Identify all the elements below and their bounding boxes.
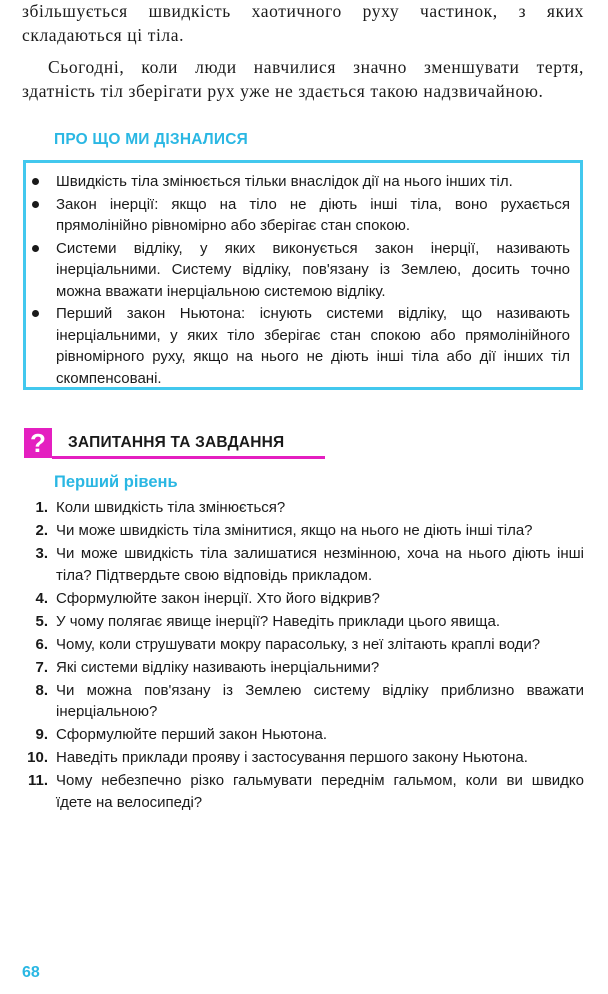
question-number: 8.: [35, 681, 48, 699]
question-text: Сформулюйте перший закон Ньютона.: [56, 726, 328, 743]
question-text: Коли швидкість тіла змінюється?: [56, 499, 286, 516]
question-number: 11.: [27, 772, 48, 789]
summary-title: ПРО ЩО МИ ДІЗНАЛИСЯ: [54, 131, 248, 148]
question-text: Чи можна пов'язану із Землею систему відліку приблизно вважати інерціальною?: [56, 681, 584, 720]
intro-text: [22, 0, 584, 103]
question-item: [35, 611, 584, 633]
question-item: [35, 724, 584, 746]
summary-list: [26, 163, 580, 389]
question-number: 4.: [35, 589, 48, 607]
question-item: [35, 657, 584, 679]
question-text: Чи може швидкість тіла змінитися, якщо на нього не діють інші тіла?: [56, 522, 533, 539]
summary-item: [56, 238, 570, 303]
intro-paragraph-1: збільшується швидкість хаотичного руху частинок, з яких складаються ці тіла.: [22, 1, 584, 45]
question-number: 3.: [35, 545, 48, 562]
question-item: [35, 680, 584, 723]
question-text: Чому, коли струшувати мокру парасольку, з неї злітають краплі води?: [56, 635, 541, 653]
bullet-icon: [32, 178, 39, 185]
question-number: 10.: [27, 749, 48, 766]
question-text: Наведіть приклади прояву і застосування першого закону Ньютона.: [56, 749, 528, 766]
page-number: 68: [22, 964, 40, 981]
question-item: [35, 634, 584, 656]
question-mark-icon: ?: [24, 428, 52, 458]
question-text: Чи може швидкість тіла залишатися незмінною, хоча на нього діють інші тіла? Підтвердьте свою відповідь прикладом.: [56, 545, 584, 584]
question-item: [35, 543, 584, 586]
question-number: 9.: [35, 726, 48, 743]
questions-heading: ЗАПИТАННЯ ТА ЗАВДАННЯ: [68, 434, 285, 451]
question-item: [35, 588, 584, 610]
summary-item-text: Закон інерції: якщо на тіло не діють інші тіла, воно рухається прямолінійно рівномірно або зберігає стан спокою.: [56, 195, 570, 234]
question-item: [27, 770, 584, 813]
summary-item-text: Перший закон Ньютона: існують системи відліку, що називають інерціальними, у яких тіло зберігає стан спокою або прямолінійного рівномірного руху, якщо на нього не діють інші тіла або дії інших тіл скомпенсовані.: [56, 305, 570, 387]
level-title: Перший рівень: [54, 473, 178, 491]
summary-item: [56, 303, 570, 389]
intro-paragraph-2: Сьогодні, коли люди навчилися значно зменшувати тертя, здатність тіл зберігати рух уже не здається такою надзвичайною.: [22, 57, 584, 101]
question-number: 1.: [35, 499, 48, 516]
question-number: 7.: [35, 658, 48, 676]
question-item: [27, 747, 584, 769]
question-text: Які системи відліку називають інерціальними?: [56, 658, 380, 676]
question-text: Чому небезпечно різко гальмувати переднім гальмом, коли ви швидко їдете на велосипеді?: [56, 772, 584, 811]
heading-underline: [52, 456, 325, 459]
question-text: Сформулюйте закон інерції. Хто його відкрив?: [56, 589, 380, 607]
question-item: [35, 497, 584, 519]
question-item: [35, 520, 584, 542]
question-text: У чому полягає явище інерції? Наведіть приклади цього явища.: [56, 612, 500, 630]
bullet-icon: [32, 201, 39, 208]
bullet-icon: [32, 310, 39, 317]
question-number: 6.: [35, 635, 48, 653]
question-number: 5.: [35, 612, 48, 630]
summary-item: [56, 171, 570, 193]
summary-item-text: Системи відліку, у яких виконується закон інерції, називають інерціальними. Систему відліку, пов'язану із Землею, досить точно можна вважати інерціальною системою відліку.: [56, 239, 570, 300]
questions-list: [27, 497, 584, 815]
summary-item: [56, 194, 570, 237]
bullet-icon: [32, 245, 39, 252]
summary-box: [23, 160, 583, 390]
summary-item-text: Швидкість тіла змінюється тільки внаслідок дії на нього інших тіл.: [56, 173, 513, 190]
question-number: 2.: [35, 522, 48, 539]
